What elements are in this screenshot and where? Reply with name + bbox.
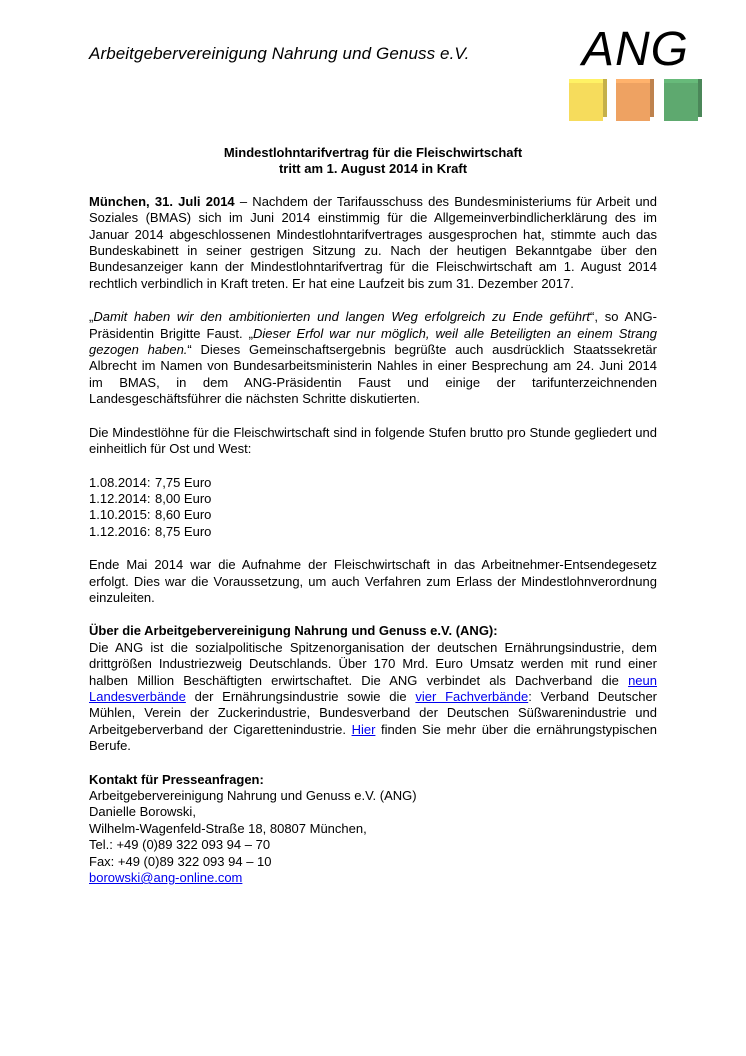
wages-intro-paragraph: Die Mindestlöhne für die Fleischwirtschaft sind in folgende Stufen brutto pro Stunde gegliedert und einheitlich für Ost und West:: [89, 424, 657, 457]
contact-org: Arbeitgebervereinigung Nahrung und Genuss e.V. (ANG): [89, 788, 417, 803]
about-text-3: : Verband Deutscher Mühlen, Verein der Zuckerindustrie, Bundesverband der Deutschen Süßwarenindustrie und Arbeitgeberverband der Cigarettenindustrie.: [89, 688, 658, 737]
about-heading: Über die Arbeitgebervereinigung Nahrung und Genuss e.V. (ANG):: [89, 623, 498, 639]
title-line-1: Mindestlohntarifvertrag für die Fleischwirtschaft: [223, 145, 523, 160]
wage-date: 1.08.2014:: [89, 474, 151, 490]
about-paragraph: [89, 623, 657, 754]
intro-text: – Nachdem der Tarifausschuss des Bundesministeriums für Arbeit und Soziales (BMAS) sich im Juni 2014 einstimmig für die Allgemeinverbindlicherklärung des im Januar 2014 abgeschlossenen Mindestlohntarifvertrages ausgesprochen hat, stimmte auch das Bundeskabinett in seiner gestrigen Sitzung zu. Nach der heutigen Bekanntgabe über den Bundesanzeiger kann der Mindestlohntarifvertrag für die Fleischwirtschaft am 1. August 2014 rechtlich verbindlich in Kraft treten. Er hat eine Laufzeit bis zum 31. Dezember 2017.: [89, 193, 658, 291]
about-text-1: Die ANG ist die sozialpolitische Spitzenorganisation der deutschen Ernährungsindustrie, dem drittgrößen Industriezweig Deutschlands. Über 170 Mrd. Euro Umsatz werden mit rund einer halben Million Beschäftigten erwirtschaftet. Die ANG verbindet als Dachverband die: [89, 639, 657, 688]
press-release-title: [89, 145, 657, 178]
posting-paragraph: Ende Mai 2014 war die Aufnahme der Fleischwirtschaft in das Arbeitnehmer-Entsendegesetz erfolgt. Dies war die Voraussetzung, um auch Verfahren zum Erlass der Mindestlohnverordnung einzuleiten.: [89, 557, 657, 605]
berufe-link[interactable]: Hier: [351, 721, 376, 737]
ang-logo: [566, 22, 706, 124]
press-release-body: [89, 145, 657, 886]
wage-amount: 8,00 Euro: [155, 490, 212, 506]
wage-amount: 8,60 Euro: [155, 507, 212, 523]
wage-date: 1.12.2016:: [89, 523, 151, 539]
quote-rest: “ Dieses Gemeinschaftsergebnis begrüßte auch ausdrücklich Staatssekretär Albrecht im Namen von Bundesarbeitsministerin Nahles in einer Besprechung am 24. Juni 2014 im BMAS, in dem ANG-Präsidentin Faust und einige der tarifunterzeichnenden Landesgeschäftsführer die nächsten Schritte diskutierten.: [89, 342, 657, 407]
contact-address: Wilhelm-Wagenfeld-Straße 18, 80807 München,: [89, 820, 367, 836]
contact-block: [89, 772, 657, 887]
table-row: [89, 491, 211, 507]
quote-mid: “, so ANG-Präsidentin Brigitte Faust. „: [89, 309, 657, 341]
contact-fax: Fax: +49 (0)89 322 093 94 – 10: [89, 853, 272, 869]
about-text-4: finden Sie mehr über die ernährungstypischen Berufe.: [89, 721, 657, 754]
wage-table: [89, 475, 211, 541]
wage-amount: 7,75 Euro: [155, 474, 212, 490]
organization-name: Arbeitgebervereinigung Nahrung und Genuss e.V.: [89, 44, 470, 63]
title-line-2: tritt am 1. August 2014 in Kraft: [278, 161, 468, 177]
dateline: München, 31. Juli 2014: [89, 193, 235, 209]
logo-square-orange: [616, 83, 650, 121]
contact-heading: Kontakt für Presseanfragen:: [89, 771, 264, 787]
contact-email-link[interactable]: borowski@ang-online.com: [89, 870, 243, 886]
wage-date: 1.10.2015:: [89, 507, 151, 523]
contact-person: Danielle Borowski,: [89, 804, 196, 820]
table-row: [89, 475, 211, 491]
logo-square-yellow: [569, 83, 603, 121]
table-row: [89, 524, 211, 540]
quote-mark: „: [89, 309, 94, 325]
wage-amount: 8,75 Euro: [155, 523, 212, 539]
logo-square-green: [664, 83, 698, 121]
quote-2: Dieser Erfol war nur möglich, weil alle Beteiligten an einem Strang gezogen haben.: [89, 325, 657, 358]
wage-date: 1.12.2014:: [89, 490, 151, 506]
intro-paragraph: [89, 194, 657, 292]
table-row: [89, 507, 211, 523]
contact-tel: Tel.: +49 (0)89 322 093 94 – 70: [89, 837, 271, 853]
logo-text: ANG: [582, 23, 690, 76]
about-text-2: der Ernährungsindustrie sowie die: [185, 688, 416, 704]
fachverbaende-link[interactable]: vier Fachverbände: [415, 688, 529, 704]
quote-1: Damit haben wir den ambitionierten und langen Weg erfolgreich zu Ende geführt: [93, 309, 591, 325]
landesverbaende-link[interactable]: neun Landesverbände: [89, 672, 657, 704]
quote-paragraph: [89, 309, 657, 407]
